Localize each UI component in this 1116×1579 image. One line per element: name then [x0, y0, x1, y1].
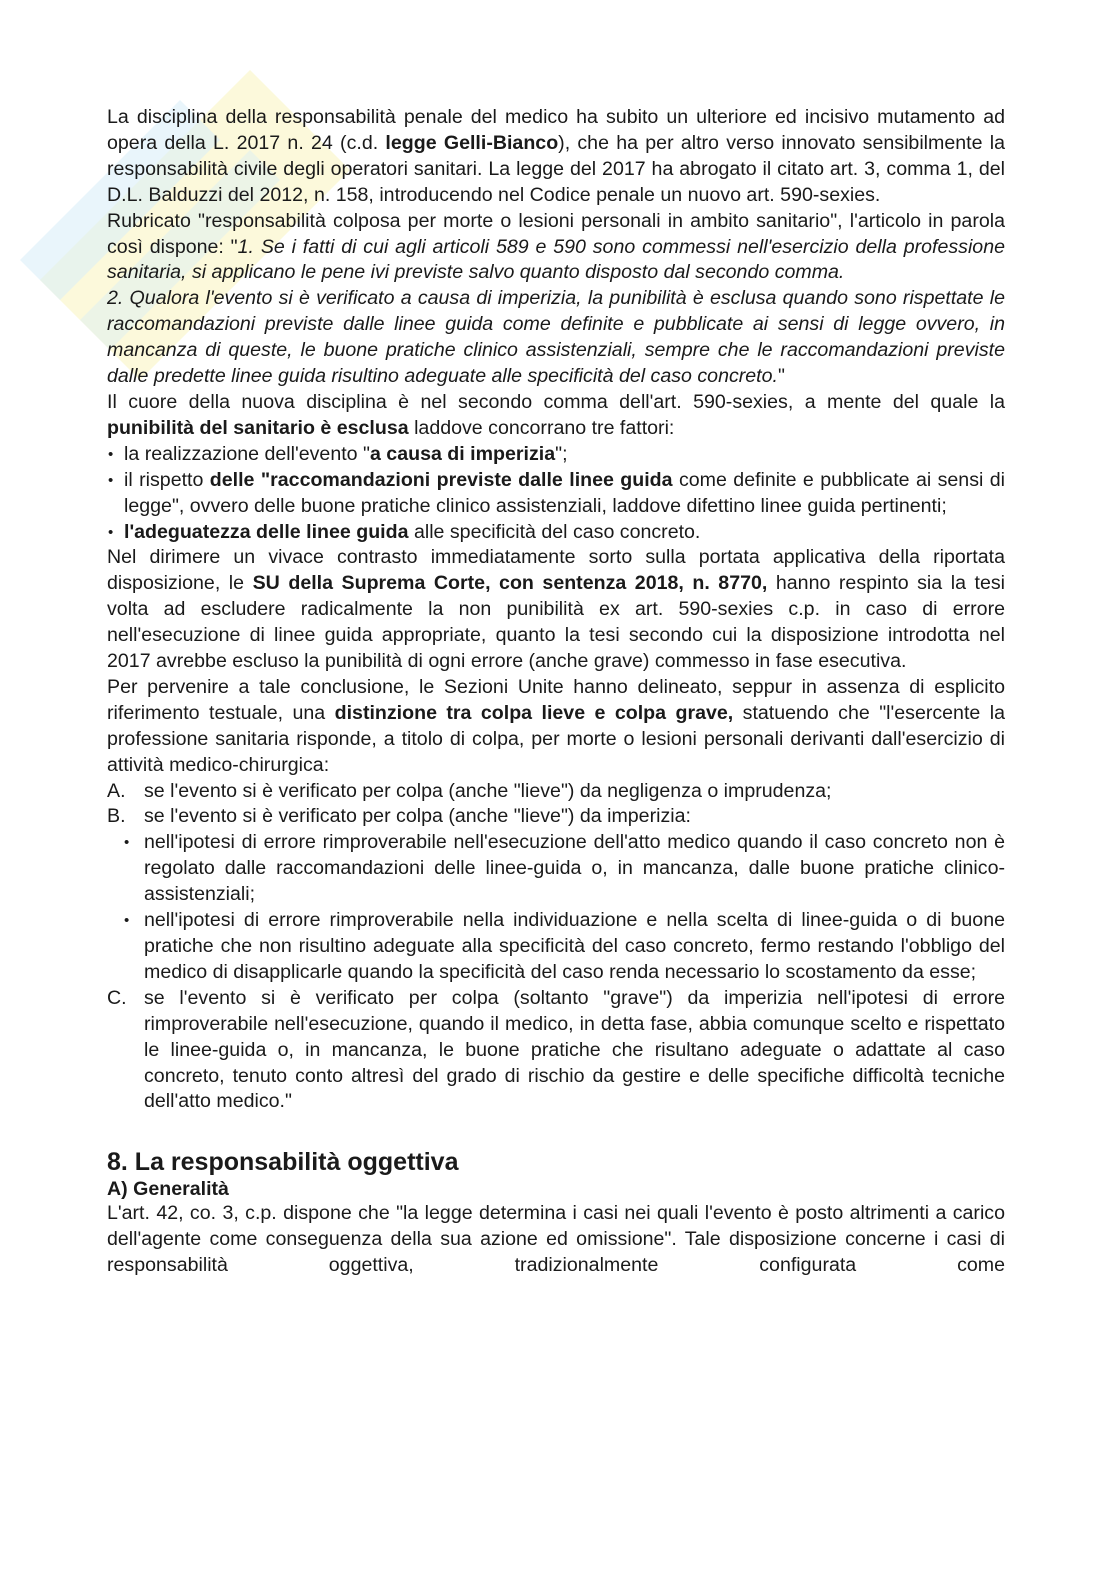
- document-page: [107, 105, 1005, 1279]
- section-heading: 8. La responsabilità oggettiva: [107, 1148, 459, 1177]
- list-item: • il rispetto delle "raccomandazioni previste dalle linee guida come definite e pubblicate ai sensi di legge", ovvero delle buone pratiche clinico assistenziali, laddove difettino linee guida pertinenti;: [107, 468, 1005, 520]
- list-item: A. se l'evento si è verificato per colpa (anche "lieve") da negligenza o imprudenza;: [107, 779, 832, 802]
- list-item: • l'adeguatezza delle linee guida alle specificità del caso concreto.: [107, 520, 1005, 546]
- paragraph-generalita: L'art. 42, co. 3, c.p. dispone che "la legge determina i casi nei quali l'evento è posto altrimenti a carico dell'agente come conseguenza della sua azione ed omissione". Tale disposizione concerne i casi di responsabilità oggettiva, tradizionalmente configurata come: [107, 1202, 1005, 1277]
- list-item: • nell'ipotesi di errore rimproverabile nell'esecuzione dell'atto medico quando il caso concreto non è regolato dalle raccomandazioni delle linee-guida o, in mancanza, dalle buone pratiche clinico-assistenziali;: [144, 830, 1005, 908]
- paragraph-sezioni-unite: Nel dirimere un vivace contrasto immediatamente sorto sulla portata applicativa della riportata disposizione, le SU della Suprema Corte, con sentenza 2018, n. 8770, hanno respinto sia la tesi volta ad escludere radicalmente la non punibilità ex art. 590-sexies c.p. in caso di errore nell'esecuzione di linee guida appropriate, quanto la tesi secondo cui la disposizione introdotta nel 2017 avrebbe escluso la punibilità di ogni errore (anche grave) commesso in fase esecutiva.: [107, 546, 1005, 673]
- list-item: • la realizzazione dell'evento "a causa di imperizia";: [107, 442, 1005, 468]
- quote-comma-1: 1. Se i fatti di cui agli articoli 589 e 590 sono commessi nell'esercizio della professione sanitaria, si applicano le pene ivi previste salvo quanto disposto dal secondo comma.: [107, 235, 1006, 284]
- paragraph-colpa-lieve-grave: Per pervenire a tale conclusione, le Sezioni Unite hanno delineato, seppur in assenza di esplicito riferimento testuale, una distinzione tra colpa lieve e colpa grave, statuendo che "l'esercente la professione sanitaria risponde, a titolo di colpa, per morte o lesioni personali derivanti dall'esercizio di attività medico-chirurgica:: [107, 675, 1005, 776]
- paragraph-comma-2: 2. Qualora l'evento si è verificato a causa di imperizia, la punibilità è esclusa quando sono rispettate le raccomandazioni previste dalle linee guida come definite e pubblicate ai sensi di legge ovvero, in mancanza di queste, le buone pratiche clinico assistenziali, sempre che le raccomandazioni previste dalle predette linee guida risultino adeguate alle specificità del caso concreto.": [107, 287, 1005, 388]
- paragraph-cuore-disciplina: Il cuore della nuova disciplina è nel secondo comma dell'art. 590-sexies, a mente del quale la punibilità del sanitario è esclusa laddove concorrano tre fattori:: [107, 390, 1005, 439]
- list-item: • nell'ipotesi di errore rimproverabile nella individuazione e nella scelta di linee-guida o di buone pratiche che non risultino adeguate alla specificità del caso concreto, fermo restando l'obbligo del medico di disapplicarle quando la specificità del caso renda necessario lo scostamento da esse;: [144, 908, 1005, 986]
- imperizia-sublist: [144, 830, 1005, 985]
- list-item: C. se l'evento si è verificato per colpa (soltanto "grave") da imperizia nell'ipotesi di errore rimproverabile nell'esecuzione, quando il medico, in detta fase, abbia comunque scelto e rispettato le linee-guida o, in mancanza, le buone pratiche che risultano adeguate o adattate al caso concreto, tenuto conto altresì del grado di rischio da gestire e delle specifiche difficoltà tecniche dell'atto medico.": [107, 986, 1005, 1113]
- cases-list: [107, 779, 1005, 1116]
- bold-legge-gelli-bianco: legge Gelli-Bianco: [385, 131, 559, 154]
- section-subheading: A) Generalità: [107, 1178, 229, 1201]
- paragraph-rubricato: Rubricato "responsabilità colposa per morte o lesioni personali in ambito sanitario", l'articolo in parola così dispone: "1. Se i fatti di cui agli articoli 589 e 590 sono commessi nell'esercizio della professione sanitaria, si applicano le pene ivi previste salvo quanto disposto dal secondo comma.: [107, 209, 1006, 284]
- factors-list: [107, 442, 1005, 546]
- quote-comma-2: 2. Qualora l'evento si è verificato a causa di imperizia, la punibilità è esclusa quando sono rispettate le raccomandazioni previste dalle linee guida come definite e pubblicate ai sensi di legge ovvero, in mancanza di queste, le buone pratiche clinico assistenziali, sempre che le raccomandazioni previste dalle predette linee guida risultino adeguate alle specificità del caso concreto.: [107, 287, 1005, 388]
- paragraph-gelli-bianco: La disciplina della responsabilità penale del medico ha subito un ulteriore ed incisivo mutamento ad opera della L. 2017 n. 24 (c.d. legge Gelli-Bianco), che ha per altro verso innovato sensibilmente la responsabilità civile degli operatori sanitari. La legge del 2017 ha abrogato il citato art. 3, comma 1, del D.L. Balduzzi del 2012, n. 158, introducendo nel Codice penale un nuovo art. 590-sexies.: [107, 106, 1005, 206]
- list-item: B. se l'evento si è verificato per colpa (anche "lieve") da imperizia: • nell'ipotesi di errore rimproverabile nell'esecuzione dell'atto medico quando il caso concreto non è regolato dalle raccomandazioni delle linee-guida o, in mancanza, dalle buone pratiche clinico-assistenziali; • nell'ipotesi di errore rimproverabile nella individuazione e nella scelta di linee-guida o di buone pratiche che non risultino adeguate alla specificità del caso concreto, fermo restando l'obbligo del medico di disapplicarle quando la specificità del caso renda necessario lo scostamento da esse;: [107, 804, 1005, 985]
